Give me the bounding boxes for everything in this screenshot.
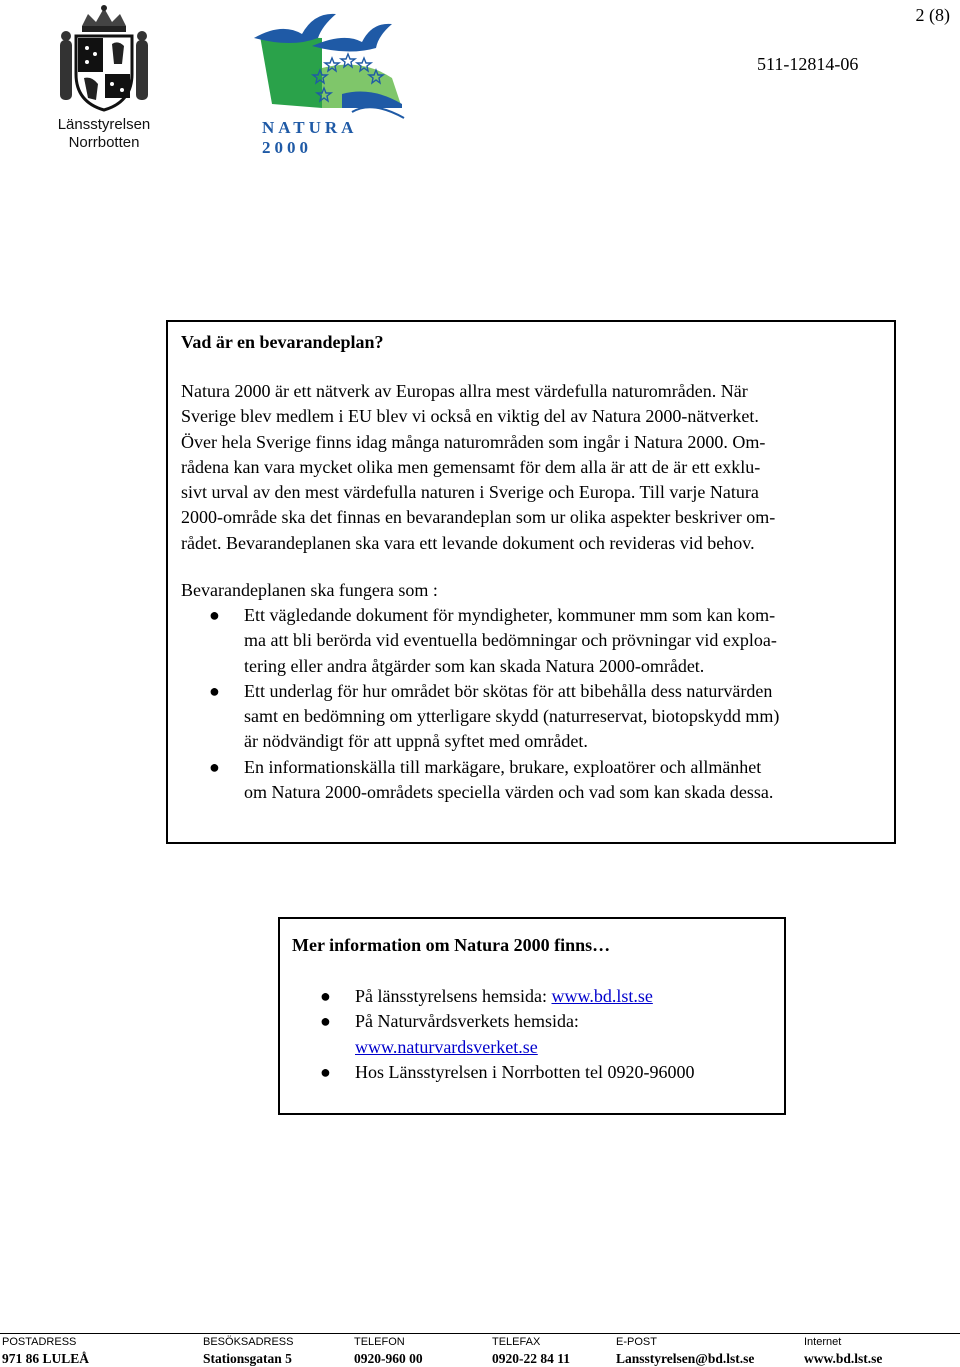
page-number: 2 (8) [915, 5, 950, 25]
list-item [209, 679, 885, 755]
list-item-line: En informationskälla till markägare, brukare, exploatörer och allmänhet [244, 756, 762, 777]
paragraph-line: rådet. Bevarandeplanen ska vara ett levande dokument och revideras vid behov. [181, 532, 755, 553]
lst-website-link[interactable]: www.bd.lst.se [551, 986, 653, 1006]
bullet-icon: ● [320, 1011, 331, 1032]
bullet-icon: ● [209, 605, 220, 625]
list-item-line: ma att bli berörda vid eventuella bedömningar och prövningar vid exploa- [244, 630, 777, 651]
paragraph-line: Sverige blev medlem i EU blev vi också en viktig del av Natura 2000-nätverket. [181, 406, 759, 427]
item-label: På länsstyrelsens hemsida: [355, 986, 552, 1006]
footer-epost-label: E-POST [616, 1336, 657, 1348]
footer-divider [0, 1333, 960, 1334]
list-item [320, 1060, 770, 1085]
norrbotten-wordmark: Norrbotten [68, 134, 140, 151]
bullet-icon: ● [320, 1061, 331, 1082]
box-title: Vad är en bevarandeplan? [181, 332, 384, 352]
item-label: På Naturvårdsverkets hemsida: [355, 1011, 579, 1032]
natura2000-logo [252, 8, 414, 157]
document-number: 511-12814-06 [757, 54, 859, 74]
footer-besok-value: Stationsgatan 5 [203, 1351, 292, 1366]
footer-telefon-label: TELEFON [354, 1336, 405, 1348]
bullet-icon: ● [320, 986, 331, 1006]
intro-paragraph [181, 379, 881, 556]
natura-birds-icon [252, 8, 414, 120]
naturvardsverket-link[interactable]: www.naturvardsverket.se [355, 1036, 538, 1057]
footer-postadress-value: 971 86 LULEÅ [2, 1351, 90, 1366]
list-item [209, 603, 885, 679]
footer-internet-value[interactable]: www.bd.lst.se [804, 1351, 883, 1366]
footer-telefon-value: 0920-960 00 [354, 1351, 423, 1366]
footer-telefax-label: TELEFAX [492, 1336, 541, 1348]
paragraph-line: sivt urval av den mest värdefulla naturen i Sverige och Europa. Till varje Natura [181, 482, 759, 503]
item-label: Hos Länsstyrelsen i Norrbotten tel 0920-96000 [355, 1061, 695, 1082]
footer-telefax-value: 0920-22 84 11 [492, 1351, 571, 1366]
paragraph-line: Över hela Sverige finns idag många naturområden som ingår i Natura 2000. Om- [181, 431, 766, 452]
list-intro: Bevarandeplanen ska fungera som : [181, 580, 438, 600]
list-item-line: om Natura 2000-områdets speciella värden och vad som kan skada dessa. [244, 782, 774, 803]
list-item-line: samt en bedömning om ytterligare skydd (naturreservat, biotopskydd mm) [244, 706, 780, 727]
footer-postadress-label: POSTADRESS [2, 1336, 77, 1348]
lansstyrelsen-logo [52, 4, 156, 154]
lansstyrelsen-wordmark: Länsstyrelsen [57, 116, 151, 133]
list-item-line: Ett underlag för hur området bör skötas för att bibehålla dess naturvärden [244, 680, 773, 701]
list-item-line: Ett vägledande dokument för myndigheter, kommuner mm som kan kom- [244, 605, 776, 625]
more-info-list [320, 984, 770, 1085]
list-item [320, 1009, 770, 1060]
list-item [209, 755, 885, 806]
paragraph-line: rådena kan vara mycket olika men gemensamt för dem alla är att de är ett exklu- [181, 456, 761, 477]
paragraph-line: 2000-område ska det finnas en bevarandeplan som ur olika aspekter beskriver om- [181, 507, 776, 528]
footer-epost-value[interactable]: Lansstyrelsen@bd.lst.se [616, 1351, 755, 1366]
list-item-line: tering eller andra åtgärder som kan skada Natura 2000-området. [244, 655, 705, 676]
bullet-icon: ● [209, 756, 220, 777]
more-info-title: Mer information om Natura 2000 finns… [292, 935, 611, 955]
list-item-line: är nödvändigt för att uppnå syftet med området. [244, 731, 588, 752]
natura-wordmark: NATURA 2000 [262, 118, 357, 157]
bullet-icon: ● [209, 680, 220, 701]
purpose-list [209, 603, 885, 805]
footer-besok-label: BESÖKSADRESS [203, 1336, 294, 1348]
list-item [320, 984, 770, 1009]
coat-of-arms-icon [52, 4, 156, 114]
paragraph-line: Natura 2000 är ett nätverk av Europas allra mest värdefulla naturområden. När [181, 381, 748, 401]
footer-internet-label: Internet [804, 1336, 842, 1348]
